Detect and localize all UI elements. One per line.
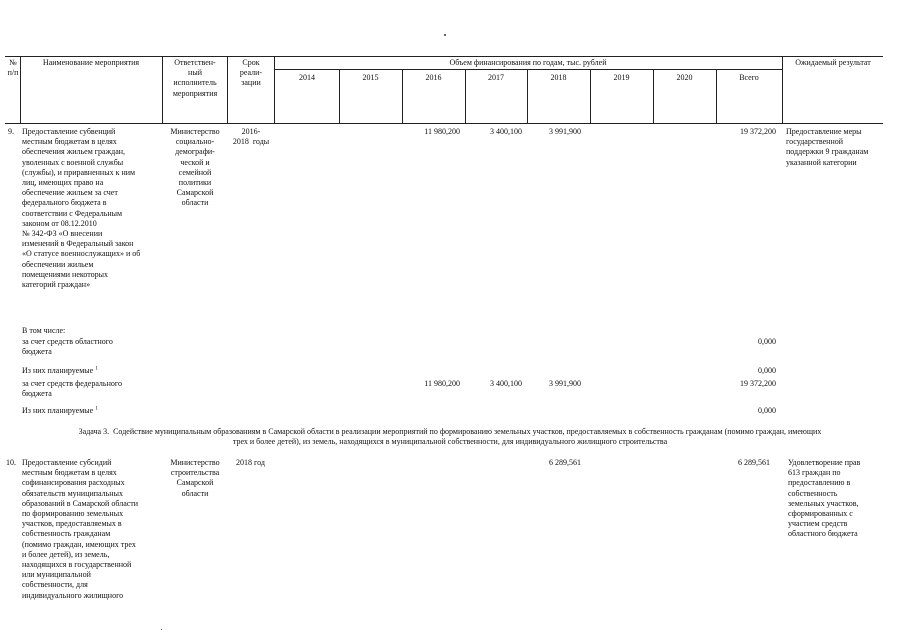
header-name: Наименование мероприятия [42,58,140,67]
row10-result: Удовлетворение прав 613 граждан по предоставлению в собственность земельных участков, сформированных с участием средств областного бюджета [788,458,861,539]
row9-number: 9. [8,127,14,136]
regional-budget-total: 0,000 [758,337,776,346]
funding-subheader-line [274,69,782,70]
table-top-border [5,56,883,57]
row10-total: 6 289,561 [738,458,770,467]
federal-2017: 3 400,100 [490,379,522,388]
row10-responsible: Министерство строительства Самарской области [170,458,220,498]
row9-2018: 3 991,900 [549,127,581,136]
row9-2017: 3 400,100 [490,127,522,136]
task3-heading: Задача 3. Содействие муниципальным образованиям в Самарской области в реализации мероприятий по формированию земельных участков, предоставляемых в собственность гражданам (помимо граждан, имеющих трех и более детей), из земель, находящихся в муниципальной собственности, для индивидуального жилищного строительства [78,427,822,447]
regional-budget-label: за счет средств областного бюджета [22,337,113,357]
header-num: № п/п [7,58,19,78]
scan-speck [444,34,446,36]
footnote-mark: 1 [95,365,98,372]
row10-2018: 6 289,561 [549,458,581,467]
federal-2016: 11 980,200 [424,379,460,388]
footnote-mark: 1 [95,405,98,412]
row9-2016: 11 980,200 [424,127,460,136]
planned-total-1: 0,000 [758,366,776,375]
row9-name: Предоставление субвенций местным бюджетам в целях обеспечения жильем граждан, уволенных с военной службы (службы), и приравненных к ним лиц, имеющих право на обеспечение жильем за счет федерального бюджета в соответствии с Федеральным законом от 08.12.2010 № 342-ФЗ «О внесении изменений в Федеральный закон «О статусе военнослужащих» и об обеспечении жильем помещениями некоторых категорий граждан» [22,127,141,290]
row10-term: 2018 год [236,458,265,467]
federal-total: 19 372,200 [740,379,776,388]
header-year-2019: 2019 [613,73,630,82]
planned-label-2: Из них планируемые $^1$ [22,405,98,415]
federal-2018: 3 991,900 [549,379,581,388]
row9-result: Предоставление меры государственной поддержки 9 гражданам указанной категории [786,127,869,167]
header-year-2020: 2020 [676,73,693,82]
header-funding: Объем финансирования по годам, тыс. рублей [449,58,607,67]
row10-name: Предоставление субсидий местным бюджетам в целях софинансирования расходных обязательств муниципальных образований в Самарской области по формированию земельных участков, предоставляемых в собственность гражданам (помимо граждан, имеющих трех и более детей), из земель, находящихся в государственной или муниципальной собственности, для индивидуального жилищного [22,458,139,600]
planned-label-1: Из них планируемые $^1$ [22,365,98,375]
row9-term: 2016- 2018 годы [232,127,270,147]
header-term: Срок реали- зации [239,58,263,88]
header-year-2015: 2015 [362,73,379,82]
planned-total-2: 0,000 [758,406,776,415]
header-year-2018: 2018 [550,73,567,82]
row9-total: 19 372,200 [740,127,776,136]
scan-speck [161,629,162,630]
header-total: Всего [739,73,759,82]
federal-budget-label: за счет средств федерального бюджета [22,379,122,399]
row10-number: 10. [6,458,16,467]
header-year-2014: 2014 [299,73,315,82]
row9-responsible: Министерство социально- демографи- ческой и семейной политики Самарской области [170,127,220,208]
header-responsible: Ответствен- ный исполнитель мероприятия [172,58,218,98]
including-label: В том числе: [22,326,66,335]
header-result: Ожидаемый результат [795,58,871,67]
header-bottom-border [5,123,883,124]
header-year-2017: 2017 [488,73,504,82]
header-year-2016: 2016 [425,73,442,82]
